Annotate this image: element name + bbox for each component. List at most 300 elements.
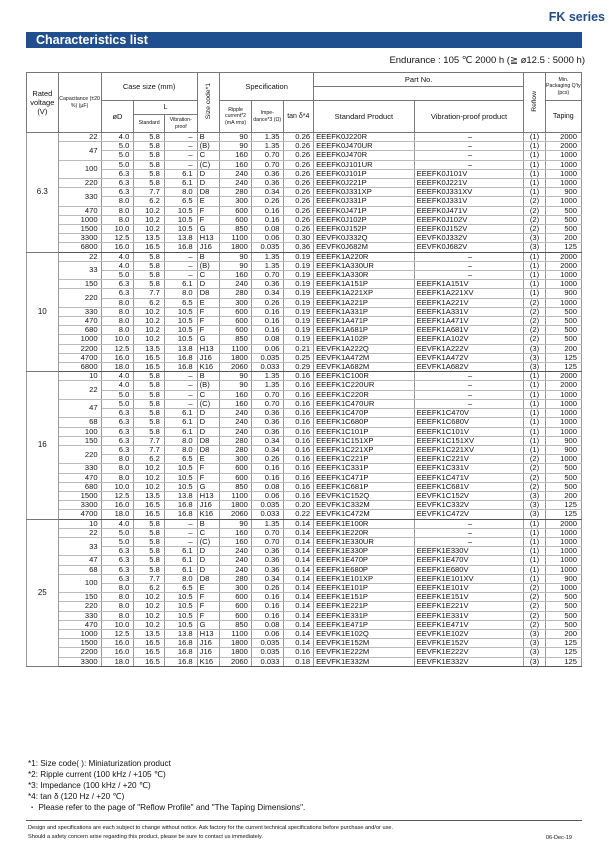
rip-cell: 90 (220, 261, 252, 270)
rip-cell: 160 (220, 160, 252, 169)
rip-cell: 240 (220, 280, 252, 289)
capacitance-cell: 1000 (58, 629, 101, 638)
tap-cell: 125 (545, 639, 581, 648)
rip-cell: 240 (220, 179, 252, 188)
ref-cell: (1) (524, 436, 545, 445)
capacitance-cell: 33 (58, 261, 101, 279)
table-row (27, 611, 582, 620)
tan-cell: 0.29 (283, 363, 314, 372)
sz-cell: F (197, 473, 220, 482)
l2-cell: – (164, 399, 197, 408)
od-cell: 6.3 (101, 169, 134, 178)
vib-cell: – (414, 271, 524, 280)
l1-cell: 7.7 (134, 574, 165, 583)
tan-cell: 0.26 (283, 169, 314, 178)
imp-cell: 0.16 (251, 593, 283, 602)
rip-cell: 600 (220, 307, 252, 316)
std-cell: EEEFK1A681P (314, 326, 415, 335)
sz-cell: D8 (197, 436, 220, 445)
vib-cell: EEVFK1C472V (414, 510, 524, 519)
ref-cell: (2) (524, 611, 545, 620)
rip-cell: 240 (220, 169, 252, 178)
l2-cell: 16.8 (164, 657, 197, 666)
l2-cell: 10.5 (164, 335, 197, 344)
rip-cell: 90 (220, 519, 252, 528)
std-cell: EEEFK1A220R (314, 252, 415, 261)
l1-cell: 16.5 (134, 510, 165, 519)
imp-cell: 1.35 (251, 252, 283, 261)
std-cell: EEEFK0J331XP (314, 188, 415, 197)
od-cell: 5.0 (101, 390, 134, 399)
tan-cell: 0.14 (283, 583, 314, 592)
imp-cell: 1.35 (251, 519, 283, 528)
table-row (27, 151, 582, 160)
rip-cell: 280 (220, 436, 252, 445)
capacitance-cell: 3300 (58, 501, 101, 510)
table-row (27, 390, 582, 399)
imp-cell: 0.70 (251, 160, 283, 169)
std-cell: EEEFK1C100R (314, 372, 415, 381)
vib-cell: – (414, 160, 524, 169)
vib-cell: EEEFK1E470V (414, 556, 524, 565)
tan-cell: 0.14 (283, 620, 314, 629)
tap-cell: 2000 (545, 381, 581, 390)
vib-cell: EEEFK0J331XV (414, 188, 524, 197)
vib-cell: EEVFK1E332V (414, 657, 524, 666)
table-row (27, 363, 582, 372)
std-cell: EEEFK0J471P (314, 206, 415, 215)
sz-cell: D (197, 409, 220, 418)
vib-cell: EEVFK1C152V (414, 491, 524, 500)
tap-cell: 900 (545, 574, 581, 583)
sz-cell: J16 (197, 501, 220, 510)
l2-cell: 16.8 (164, 639, 197, 648)
ref-cell: (3) (524, 243, 545, 252)
rip-cell: 240 (220, 427, 252, 436)
l1-cell: 16.5 (134, 243, 165, 252)
footnote: *2: Ripple current (100 kHz / +105 ℃) (28, 770, 166, 779)
od-cell: 5.0 (101, 160, 134, 169)
capacitance-cell: 6800 (58, 363, 101, 372)
ref-cell: (1) (524, 418, 545, 427)
vib-cell: EEEFK0J101V (414, 169, 524, 178)
capacitance-cell: 3300 (58, 657, 101, 666)
sz-cell: H13 (197, 234, 220, 243)
tap-cell: 1000 (545, 455, 581, 464)
vib-cell: EEVFK1A222V (414, 344, 524, 353)
tap-cell: 500 (545, 602, 581, 611)
l1-cell: 13.5 (134, 344, 165, 353)
ref-cell: (1) (524, 409, 545, 418)
sz-cell: (B) (197, 381, 220, 390)
od-cell: 6.3 (101, 418, 134, 427)
tan-cell: 0.19 (283, 317, 314, 326)
capacitance-cell: 1000 (58, 335, 101, 344)
od-cell: 4.0 (101, 372, 134, 381)
tan-cell: 0.16 (283, 399, 314, 408)
vib-cell: EEVFK0J332V (414, 234, 524, 243)
capacitance-cell: 220 (58, 445, 101, 463)
table-row (27, 528, 582, 537)
od-cell: 6.3 (101, 280, 134, 289)
l2-cell: 6.5 (164, 455, 197, 464)
sz-cell: E (197, 455, 220, 464)
std-cell: EEEFK1C471P (314, 473, 415, 482)
tap-cell: 500 (545, 215, 581, 224)
std-cell: EEEFK1C221XP (314, 445, 415, 454)
ref-cell: (2) (524, 206, 545, 215)
l1-cell: 16.5 (134, 501, 165, 510)
rated-voltage-cell: 25 (27, 519, 59, 666)
tan-cell: 0.14 (283, 519, 314, 528)
capacitance-cell: 220 (58, 179, 101, 188)
sz-cell: F (197, 602, 220, 611)
rip-cell: 850 (220, 482, 252, 491)
tan-cell: 0.36 (283, 243, 314, 252)
capacitance-cell: 680 (58, 482, 101, 491)
capacitance-cell: 330 (58, 464, 101, 473)
header-taping: Taping (545, 101, 581, 133)
l2-cell: – (164, 252, 197, 261)
od-cell: 8.0 (101, 455, 134, 464)
rip-cell: 90 (220, 381, 252, 390)
l2-cell: 8.0 (164, 188, 197, 197)
tap-cell: 1000 (545, 427, 581, 436)
tan-cell: 0.14 (283, 547, 314, 556)
sz-cell: D (197, 169, 220, 178)
table-row (27, 344, 582, 353)
od-cell: 6.3 (101, 409, 134, 418)
tan-cell: 0.19 (283, 326, 314, 335)
std-cell: EEEFK1E470P (314, 556, 415, 565)
footnote: *1: Size code( ): Miniaturization product (28, 759, 171, 768)
imp-cell: 0.16 (251, 611, 283, 620)
l2-cell: 10.5 (164, 473, 197, 482)
imp-cell: 0.06 (251, 491, 283, 500)
tap-cell: 2000 (545, 142, 581, 151)
rip-cell: 600 (220, 317, 252, 326)
table-body (27, 133, 582, 667)
std-cell: EEEFK1A471P (314, 317, 415, 326)
od-cell: 8.0 (101, 473, 134, 482)
capacitance-cell: 330 (58, 611, 101, 620)
l2-cell: 10.5 (164, 326, 197, 335)
imp-cell: 0.035 (251, 639, 283, 648)
tan-cell: 0.14 (283, 574, 314, 583)
vib-cell: EEEFK0J471V (414, 206, 524, 215)
rip-cell: 1800 (220, 501, 252, 510)
rip-cell: 240 (220, 547, 252, 556)
vib-cell: EEEFK1C470V (414, 409, 524, 418)
tan-cell: 0.14 (283, 602, 314, 611)
capacitance-cell: 68 (58, 418, 101, 427)
table-row (27, 188, 582, 197)
sz-cell: D (197, 418, 220, 427)
imp-cell: 0.08 (251, 620, 283, 629)
tan-cell: 0.14 (283, 537, 314, 546)
header-part-no: Part No. (314, 73, 524, 87)
ref-cell: (2) (524, 455, 545, 464)
l1-cell: 13.5 (134, 234, 165, 243)
od-cell: 4.0 (101, 519, 134, 528)
tan-cell: 0.16 (283, 445, 314, 454)
footer-date: 06-Dec-19 (545, 835, 572, 841)
footer-safety: Should a safety concern arise regarding this product, please be sure to contact us immediately. (28, 834, 263, 840)
header-min-packaging: Min. Packaging Q'ty (pcs) (545, 73, 581, 101)
vib-cell: – (414, 390, 524, 399)
tan-cell: 0.14 (283, 556, 314, 565)
imp-cell: 1.35 (251, 381, 283, 390)
table-row (27, 510, 582, 519)
tan-cell: 0.19 (283, 307, 314, 316)
ref-cell: (2) (524, 298, 545, 307)
sz-cell: F (197, 464, 220, 473)
sz-cell: G (197, 482, 220, 491)
vib-cell: EEEFK1A221V (414, 298, 524, 307)
sz-cell: D (197, 556, 220, 565)
l1-cell: 10.2 (134, 482, 165, 491)
capacitance-cell: 6800 (58, 243, 101, 252)
table-row (27, 547, 582, 556)
std-cell: EEEFK0J331P (314, 197, 415, 206)
sz-cell: F (197, 593, 220, 602)
table-row (27, 583, 582, 592)
table-row (27, 464, 582, 473)
header-ripple: Ripple current*2 (mA rms) (220, 101, 252, 133)
tap-cell: 500 (545, 317, 581, 326)
l1-cell: 10.2 (134, 473, 165, 482)
capacitance-cell: 47 (58, 399, 101, 417)
od-cell: 12.5 (101, 491, 134, 500)
std-cell: EEEFK0J101UR (314, 160, 415, 169)
std-cell: EEEFK1E221P (314, 602, 415, 611)
endurance-text: Endurance : 105 ℃ 2000 h (≧ ø12.5 : 5000 h) (389, 55, 585, 66)
capacitance-cell: 1000 (58, 215, 101, 224)
sz-cell: J16 (197, 648, 220, 657)
std-cell: EEEFK1A331P (314, 307, 415, 316)
rip-cell: 600 (220, 464, 252, 473)
imp-cell: 1.35 (251, 261, 283, 270)
vib-cell: EEEFK0J102V (414, 215, 524, 224)
header-l-vibration: Vibration-proof (164, 115, 197, 133)
ref-cell: (2) (524, 326, 545, 335)
vib-cell: EEEFK1E330V (414, 547, 524, 556)
tap-cell: 2000 (545, 519, 581, 528)
sz-cell: C (197, 528, 220, 537)
tan-cell: 0.19 (283, 335, 314, 344)
std-cell: EEEFK1E680P (314, 565, 415, 574)
capacitance-cell: 470 (58, 317, 101, 326)
capacitance-cell: 33 (58, 537, 101, 555)
table-row (27, 381, 582, 390)
ref-cell: (3) (524, 629, 545, 638)
imp-cell: 0.033 (251, 510, 283, 519)
table-row (27, 133, 582, 142)
table-row (27, 335, 582, 344)
tap-cell: 1000 (545, 271, 581, 280)
ref-cell: (1) (524, 169, 545, 178)
table-row (27, 160, 582, 169)
ref-cell: (3) (524, 491, 545, 500)
std-cell: EEEFK0J470UR (314, 142, 415, 151)
ref-cell: (1) (524, 528, 545, 537)
tan-cell: 0.14 (283, 611, 314, 620)
l1-cell: 7.7 (134, 445, 165, 454)
table-row (27, 409, 582, 418)
std-cell: EEEFK1E100R (314, 519, 415, 528)
l2-cell: – (164, 528, 197, 537)
l2-cell: 16.8 (164, 510, 197, 519)
l2-cell: – (164, 537, 197, 546)
od-cell: 8.0 (101, 317, 134, 326)
tan-cell: 0.26 (283, 142, 314, 151)
table-row (27, 252, 582, 261)
l1-cell: 13.5 (134, 491, 165, 500)
rip-cell: 90 (220, 142, 252, 151)
characteristics-table (26, 72, 582, 667)
imp-cell: 0.06 (251, 344, 283, 353)
imp-cell: 0.16 (251, 473, 283, 482)
imp-cell: 0.70 (251, 528, 283, 537)
l1-cell: 6.2 (134, 298, 165, 307)
od-cell: 12.5 (101, 344, 134, 353)
rip-cell: 300 (220, 197, 252, 206)
imp-cell: 0.16 (251, 206, 283, 215)
l1-cell: 5.8 (134, 409, 165, 418)
tap-cell: 900 (545, 188, 581, 197)
std-cell: EEVFK1A682M (314, 363, 415, 372)
ref-cell: (2) (524, 197, 545, 206)
l2-cell: – (164, 381, 197, 390)
ref-cell: (1) (524, 372, 545, 381)
sz-cell: (B) (197, 142, 220, 151)
std-cell: EEEFK1E101P (314, 583, 415, 592)
tan-cell: 0.26 (283, 206, 314, 215)
vib-cell: EEVFK1E222V (414, 648, 524, 657)
vib-cell: EEEFK1C221XV (414, 445, 524, 454)
footer-divider (26, 820, 582, 821)
sz-cell: D8 (197, 445, 220, 454)
tan-cell: 0.25 (283, 353, 314, 362)
std-cell: EEEFK0J152P (314, 225, 415, 234)
imp-cell: 0.16 (251, 215, 283, 224)
rip-cell: 90 (220, 372, 252, 381)
sz-cell: F (197, 317, 220, 326)
page-footer (28, 824, 578, 842)
sz-cell: D (197, 179, 220, 188)
imp-cell: 0.16 (251, 602, 283, 611)
tan-cell: 0.14 (283, 565, 314, 574)
l1-cell: 10.2 (134, 593, 165, 602)
tap-cell: 1000 (545, 390, 581, 399)
sz-cell: H13 (197, 491, 220, 500)
l2-cell: 6.1 (164, 427, 197, 436)
imp-cell: 0.035 (251, 243, 283, 252)
header-od: øD (101, 101, 134, 133)
table-row (27, 519, 582, 528)
tan-cell: 0.16 (283, 482, 314, 491)
l1-cell: 16.5 (134, 639, 165, 648)
vib-cell: EEVFK1C332V (414, 501, 524, 510)
std-cell: EEEFK1E471P (314, 620, 415, 629)
ref-cell: (3) (524, 648, 545, 657)
header-specification: Specification (220, 73, 314, 101)
l1-cell: 6.2 (134, 583, 165, 592)
vib-cell: EEEFK1C471V (414, 473, 524, 482)
imp-cell: 0.36 (251, 418, 283, 427)
l2-cell: 13.8 (164, 234, 197, 243)
tan-cell: 0.16 (283, 648, 314, 657)
table-row (27, 372, 582, 381)
rip-cell: 600 (220, 215, 252, 224)
vib-cell: EEEFK0J152V (414, 225, 524, 234)
tap-cell: 125 (545, 501, 581, 510)
imp-cell: 0.16 (251, 464, 283, 473)
tap-cell: 125 (545, 648, 581, 657)
vib-cell: EEVFK1E152V (414, 639, 524, 648)
l1-cell: 16.5 (134, 657, 165, 666)
std-cell: EEEFK1C220UR (314, 381, 415, 390)
l2-cell: 6.1 (164, 280, 197, 289)
tap-cell: 500 (545, 225, 581, 234)
od-cell: 8.0 (101, 602, 134, 611)
od-cell: 8.0 (101, 215, 134, 224)
capacitance-cell: 47 (58, 556, 101, 565)
od-cell: 5.0 (101, 151, 134, 160)
tan-cell: 0.19 (283, 252, 314, 261)
rip-cell: 600 (220, 206, 252, 215)
tan-cell: 0.16 (283, 427, 314, 436)
ref-cell: (3) (524, 353, 545, 362)
l2-cell: 8.0 (164, 574, 197, 583)
od-cell: 8.0 (101, 583, 134, 592)
vib-cell: EEEFK1A681V (414, 326, 524, 335)
table-row (27, 197, 582, 206)
tan-cell: 0.26 (283, 197, 314, 206)
tap-cell: 1000 (545, 160, 581, 169)
footnote: *4: tan δ (120 Hz / +20 ℃) (28, 792, 125, 801)
l1-cell: 5.8 (134, 261, 165, 270)
ref-cell: (1) (524, 280, 545, 289)
imp-cell: 0.36 (251, 179, 283, 188)
od-cell: 8.0 (101, 464, 134, 473)
sz-cell: E (197, 298, 220, 307)
tap-cell: 125 (545, 353, 581, 362)
tan-cell: 0.20 (283, 501, 314, 510)
sz-cell: D (197, 547, 220, 556)
od-cell: 6.3 (101, 427, 134, 436)
imp-cell: 0.06 (251, 234, 283, 243)
ref-cell: (1) (524, 547, 545, 556)
imp-cell: 0.26 (251, 583, 283, 592)
sz-cell: K16 (197, 510, 220, 519)
footer-disclaimer: Design and specifications are each subject to change without notice. Ask factory for the current technical specifications before purchase and/or use. (28, 825, 394, 831)
capacitance-cell: 150 (58, 280, 101, 289)
rip-cell: 300 (220, 455, 252, 464)
l1-cell: 5.8 (134, 556, 165, 565)
imp-cell: 0.16 (251, 326, 283, 335)
l1-cell: 5.8 (134, 142, 165, 151)
std-cell: EEEFK1A330UR (314, 261, 415, 270)
tap-cell: 900 (545, 436, 581, 445)
ref-cell: (3) (524, 657, 545, 666)
tap-cell: 500 (545, 326, 581, 335)
std-cell: EEVFK1E222M (314, 648, 415, 657)
l2-cell: 10.5 (164, 225, 197, 234)
imp-cell: 0.035 (251, 648, 283, 657)
tan-cell: 0.16 (283, 372, 314, 381)
sz-cell: F (197, 326, 220, 335)
